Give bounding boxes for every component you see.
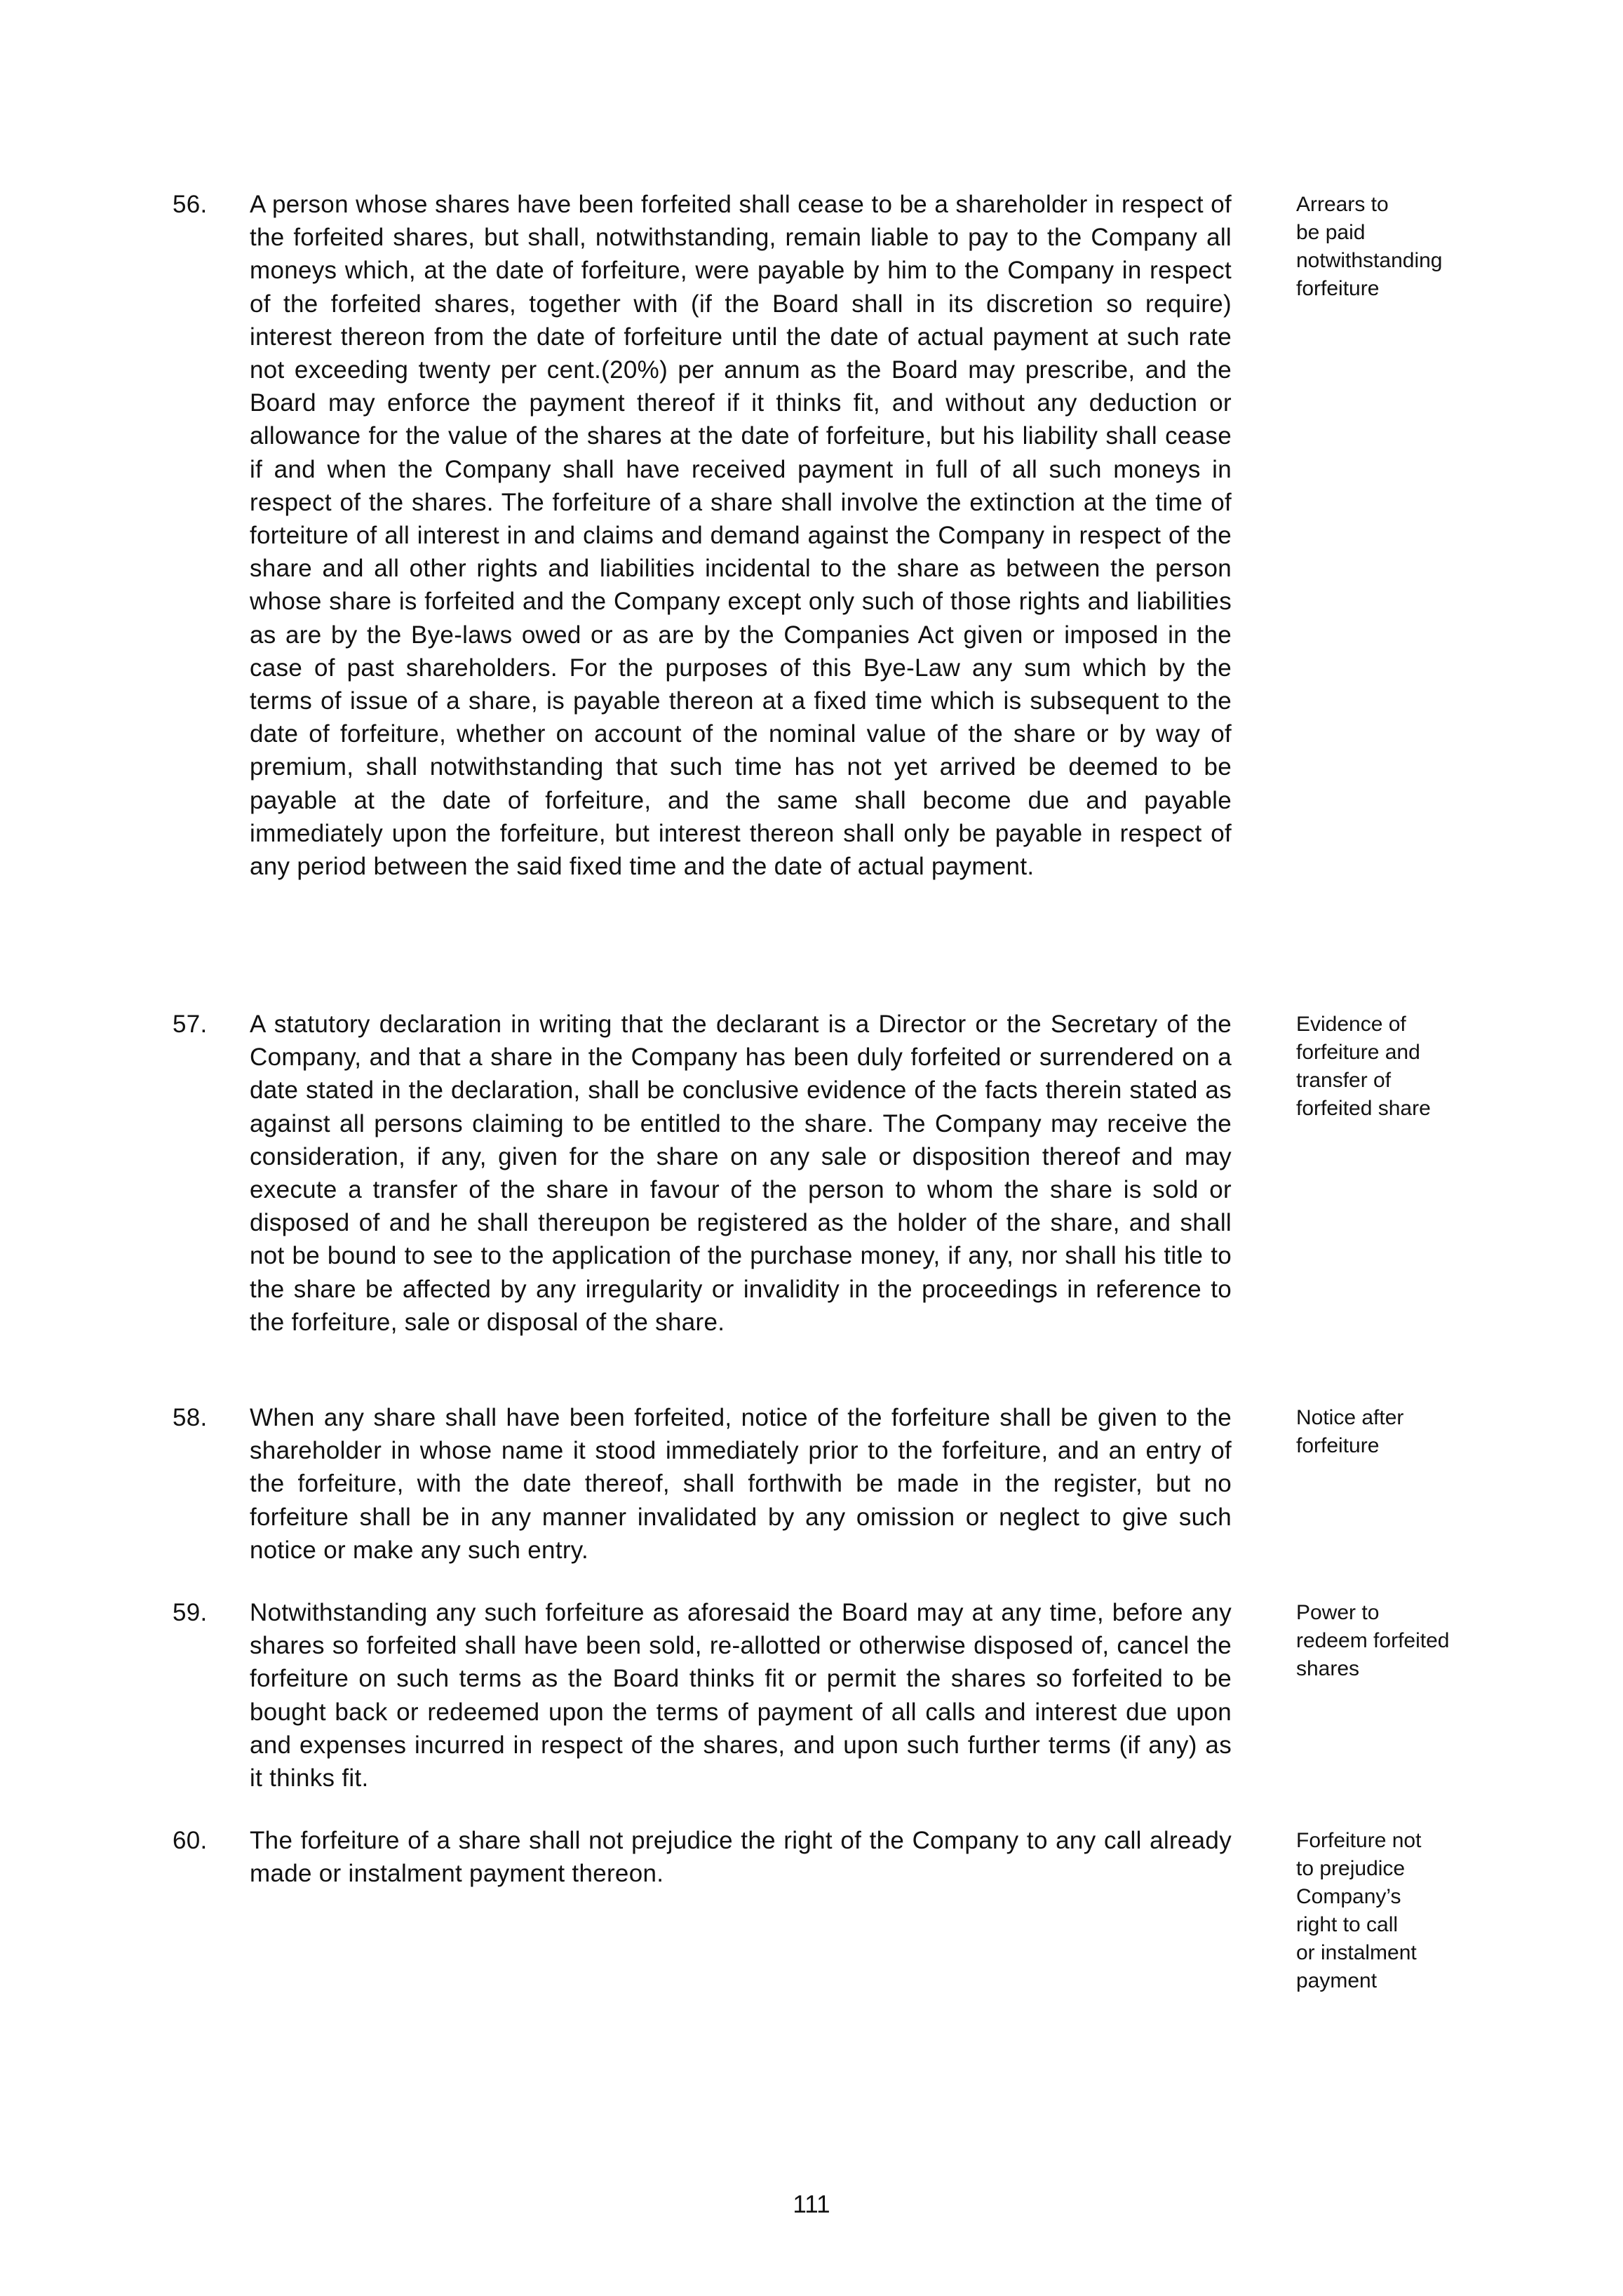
clause-number: 59. [173,1599,208,1626]
page-number: 111 [793,2191,830,2218]
clause-text: When any share shall have been forfeited, notice of the forfeiture shall be given to the shareholder in whose name it stood immediately prior to the forfeiture, and an entry of the forfeiture, with the date thereof, shall forthwith be made in the register, but no forfeiture shall be in any manner invalidated by any omission or neglect to give such notice or make any such entry. [250,1404,1232,1564]
margin-note: Arrears to be paid notwithstanding forfeiture [1296,193,1443,300]
margin-note: Notice after forfeiture [1296,1406,1404,1457]
clause-number: 60. [173,1827,208,1854]
clause-text: A person whose shares have been forfeited shall cease to be a shareholder in respect of the forfeited shares, but shall, notwithstanding, remain liable to pay to the Company all moneys which, at the date of forfeiture, were payable by him to the Company in respect of the forfeited shares, together with (if the Board shall in its discretion so require) interest thereon from the date of forfeiture until the date of actual payment at such rate not exceeding twenty per cent.(20%) per annum as the Board may prescribe, and the Board may enforce the payment thereof if it thinks fit, and without any deduction or allowance for the value of the shares at the date of forfeiture, but his liability shall cease if and when the Company shall have received payment in full of all such moneys in respect of the shares. The forfeiture of a share shall involve the extinction at the time of forteiture of all interest in and claims and demand against the Company in respect of the share and all other rights and liabilities incidental to the share as between the person whose share is forfeited and the Company except only such of those rights and liabilities as are by the Bye-laws owed or as are by the Companies Act given or imposed in the case of past shareholders. For the purposes of this Bye-Law any sum which by the terms of issue of a share, is payable thereon at a fixed time which is subsequent to the date of forfeiture, whether on account of the nominal value of the share or by way of premium, shall notwithstanding that such time has not yet arrived be deemed to be payable at the date of forfeiture, and the same shall become due and payable immediately upon the forfeiture, but interest thereon shall only be payable in respect of any period between the said fixed time and the date of actual payment. [250,191,1232,881]
margin-note: Evidence of forfeiture and transfer of forfeited share [1296,1013,1431,1120]
clause-number: 56. [173,191,208,218]
clause-text: A statutory declaration in writing that the declarant is a Director or the Secretary of the Company, and that a share in the Company has been duly forfeited or surrendered on a date stated in the declaration, shall be conclusive evidence of the facts therein stated as against all persons claiming to be entitled to the share. The Company may receive the consideration, if any, given for the share on any sale or disposition thereof and may execute a transfer of the share in favour of the person to whom the share is sold or disposed of and he shall thereupon be registered as the holder of the share, and shall not be bound to see to the application of the purchase money, if any, nor shall his title to the share be affected by any irregularity or invalidity in the proceedings in reference to the forfeiture, sale or disposal of the share. [250,1011,1232,1336]
clause-number: 58. [173,1404,208,1431]
margin-note: Forfeiture not to prejudice Company’s right to call or instalment payment [1296,1829,1422,1992]
margin-note: Power to redeem forfeited shares [1296,1601,1450,1680]
clause-text: Notwithstanding any such forfeiture as aforesaid the Board may at any time, before any shares so forfeited shall have been sold, re-allotted or otherwise disposed of, cancel the forfeiture on such terms as the Board thinks fit or permit the shares so forfeited to be bought back or redeemed upon the terms of payment of all calls and interest due upon and expenses incurred in respect of the shares, and upon such further terms (if any) as it thinks fit. [250,1599,1232,1792]
clause-number: 57. [173,1011,208,1038]
clause-text: The forfeiture of a share shall not prejudice the right of the Company to any call already made or instalment payment thereon. [250,1827,1232,1888]
